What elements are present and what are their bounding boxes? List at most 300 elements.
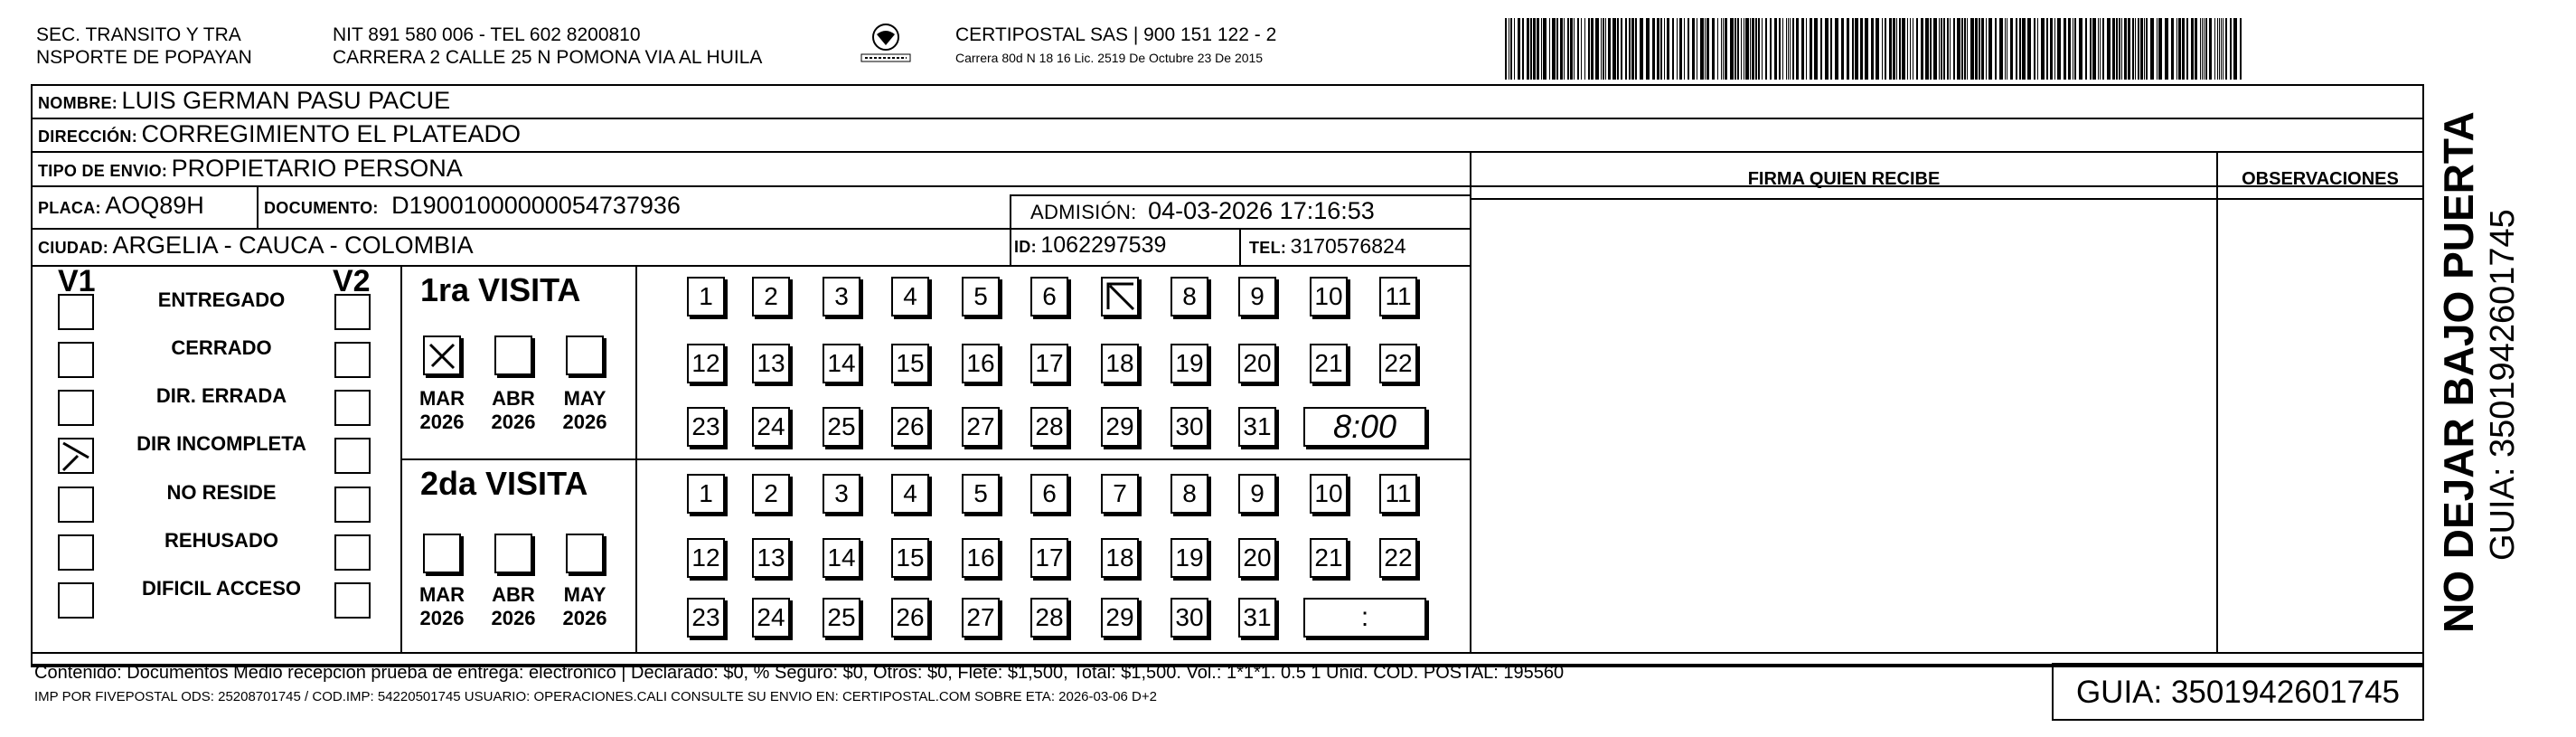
tipo-value: PROPIETARIO PERSONA <box>171 155 463 182</box>
barcode-bar <box>1679 18 1682 80</box>
admision-label: ADMISIÓN: <box>1030 201 1137 223</box>
day-box[interactable]: 4 <box>891 474 929 514</box>
v1-checkbox[interactable] <box>58 294 94 330</box>
barcode-bar <box>2144 18 2145 80</box>
barcode-bar <box>1737 18 1739 80</box>
barcode-bar <box>2016 18 2017 80</box>
month-label <box>558 387 612 434</box>
barcode-bar <box>1765 18 1767 80</box>
barcode-bar <box>1852 18 1854 80</box>
barcode-bar <box>2068 18 2071 80</box>
nit-line-2: CARRERA 2 CALLE 25 N POMONA VIA AL HUILA <box>333 47 763 68</box>
barcode-bar <box>1612 18 1616 80</box>
ciudad-value: ARGELIA - CAUCA - COLOMBIA <box>112 231 474 259</box>
barcode-bar <box>1677 18 1678 80</box>
barcode-bar <box>2138 18 2139 80</box>
barcode-bar <box>1625 18 1627 80</box>
month-label <box>415 387 469 434</box>
barcode-bar <box>1916 18 1918 80</box>
nombre-value: LUIS GERMAN PASU PACUE <box>121 87 451 114</box>
day-box[interactable]: 26 <box>891 598 929 638</box>
ciudad-row <box>38 231 474 260</box>
day-box[interactable]: 2 <box>752 474 790 514</box>
barcode-bar <box>2046 18 2048 80</box>
day-box[interactable]: 14 <box>823 538 860 578</box>
barcode-bar <box>1921 18 1923 80</box>
day-box[interactable]: 10 <box>1310 277 1348 317</box>
barcode-bar <box>1556 18 1558 80</box>
barcode-bar <box>2116 18 2118 80</box>
barcode-bar <box>2034 18 2035 80</box>
day-box[interactable]: 21 <box>1310 538 1348 578</box>
barcode-bar <box>2150 18 2154 80</box>
barcode-bar <box>1629 18 1631 80</box>
barcode-bar <box>1527 18 1529 80</box>
month-checkbox[interactable] <box>423 534 461 573</box>
day-box[interactable]: 7 <box>1101 474 1139 514</box>
barcode-bar <box>1640 18 1643 80</box>
day-box[interactable]: 4 <box>891 277 929 317</box>
admision-value: 04-03-2026 17:16:53 <box>1148 197 1375 224</box>
v2-checkbox[interactable] <box>334 294 371 330</box>
certipostal-logo-icon <box>854 22 917 67</box>
barcode-bar <box>2057 18 2061 80</box>
barcode-bar <box>1788 18 1789 80</box>
v1-checkbox[interactable] <box>58 487 94 523</box>
v2-checkbox[interactable] <box>334 487 371 523</box>
day-box[interactable]: 30 <box>1170 598 1208 638</box>
day-box[interactable]: 18 <box>1101 538 1139 578</box>
day-box[interactable]: 15 <box>891 344 929 383</box>
month-year: 2026 <box>419 411 465 433</box>
guia-vertical: GUIA: 3501942601745 <box>2484 209 2522 561</box>
day-box[interactable]: 29 <box>1101 598 1139 638</box>
barcode-bar <box>1603 18 1604 80</box>
barcode-bar <box>2233 18 2237 80</box>
barcode-bar <box>1986 18 1987 80</box>
barcode-bar <box>1741 18 1742 80</box>
barcode-bar <box>2171 18 2174 80</box>
barcode-bar <box>1706 18 1709 80</box>
barcode-bar <box>2128 18 2130 80</box>
barcode-bar <box>1657 18 1659 80</box>
barcode-bar <box>1730 18 1734 80</box>
day-box[interactable]: 20 <box>1238 344 1276 383</box>
barcode-bar <box>1953 18 1955 80</box>
barcode-bar <box>1688 18 1689 80</box>
ciudad-label: CIUDAD: <box>38 239 109 257</box>
day-box[interactable]: 3 <box>823 277 860 317</box>
barcode-bar <box>1537 18 1539 80</box>
day-box[interactable]: 27 <box>962 598 1000 638</box>
visit-time-box[interactable]: 8:00 <box>1303 407 1426 447</box>
day-box[interactable]: 9 <box>1238 474 1276 514</box>
barcode-bar <box>2019 18 2021 80</box>
day-box[interactable]: 1 <box>687 277 725 317</box>
day-box[interactable]: 18 <box>1101 344 1139 383</box>
barcode-bar <box>2022 18 2026 80</box>
barcode-bar <box>1755 18 1757 80</box>
month-name: MAY <box>563 583 606 606</box>
barcode-bar <box>1902 18 1905 80</box>
id-label: ID: <box>1014 238 1037 256</box>
tel-row <box>1249 234 1406 259</box>
day-box[interactable]: 22 <box>1379 344 1417 383</box>
day-box[interactable]: 6 <box>1030 474 1068 514</box>
day-box[interactable] <box>1101 277 1139 317</box>
barcode-bar <box>1893 18 1895 80</box>
status-reason-label: DIR INCOMPLETA <box>136 432 306 455</box>
v1-checkbox[interactable] <box>58 582 94 619</box>
day-box[interactable]: 17 <box>1030 344 1068 383</box>
status-reason-label: CERRADO <box>171 336 272 359</box>
documento-value: D19001000000054737936 <box>391 192 681 219</box>
day-box[interactable]: 8 <box>1170 474 1208 514</box>
direccion-value: CORREGIMIENTO EL PLATEADO <box>141 120 522 147</box>
barcode-bar <box>1560 18 1563 80</box>
day-box[interactable]: 2 <box>752 277 790 317</box>
barcode-bar <box>1530 18 1532 80</box>
barcode-bar <box>2195 18 2197 80</box>
barcode-bar <box>1835 18 1838 80</box>
barcode-bar <box>1950 18 1951 80</box>
barcode-bar <box>1947 18 1949 80</box>
status-reason-label: DIFICIL ACCESO <box>141 577 301 600</box>
barcode-bar <box>1684 18 1685 80</box>
barcode-bar <box>1796 18 1799 80</box>
day-box[interactable]: 12 <box>687 538 725 578</box>
barcode-bar <box>2178 18 2181 80</box>
barcode-bar <box>1871 18 1874 80</box>
placa-label: PLACA: <box>38 199 101 217</box>
barcode-bar <box>1790 18 1791 80</box>
barcode-bar <box>1721 18 1722 80</box>
barcode-bar <box>1608 18 1611 80</box>
day-box[interactable]: 12 <box>687 344 725 383</box>
day-box[interactable]: 17 <box>1030 538 1068 578</box>
barcode-bar <box>2214 18 2215 80</box>
barcode-bar <box>1567 18 1569 80</box>
tel-label: TEL: <box>1249 239 1287 257</box>
day-box[interactable]: 10 <box>1310 474 1348 514</box>
barcode-bar <box>2037 18 2038 80</box>
barcode-bar <box>1522 18 1524 80</box>
month-year: 2026 <box>419 607 465 629</box>
v1-checkbox[interactable] <box>58 390 94 426</box>
barcode-bar <box>2010 18 2013 80</box>
barcode-bar <box>2119 18 2120 80</box>
barcode-bar <box>1667 18 1669 80</box>
sender-name <box>36 24 252 69</box>
day-box[interactable]: 28 <box>1030 598 1068 638</box>
barcode-bar <box>1700 18 1704 80</box>
barcode-bar <box>1510 18 1512 80</box>
day-box[interactable]: 9 <box>1238 277 1276 317</box>
barcode-bar <box>1876 18 1879 80</box>
barcode-bar <box>1925 18 1929 80</box>
day-box[interactable]: 14 <box>823 344 860 383</box>
observaciones-header: OBSERVACIONES <box>2242 169 2399 189</box>
barcode-bar <box>2146 18 2148 80</box>
day-box[interactable]: 5 <box>962 277 1000 317</box>
placa-row <box>38 192 204 220</box>
barcode-bar <box>1564 18 1565 80</box>
day-box[interactable]: 13 <box>752 344 790 383</box>
month-checkbox[interactable] <box>423 335 461 375</box>
month-label <box>486 583 541 630</box>
day-box[interactable]: 19 <box>1170 538 1208 578</box>
barcode-bar <box>1750 18 1751 80</box>
barcode-bar <box>2165 18 2168 80</box>
barcode-bar <box>2200 18 2201 80</box>
month-year: 2026 <box>562 411 607 433</box>
barcode-bar <box>2157 18 2158 80</box>
firma-header: FIRMA QUIEN RECIBE <box>1747 169 1941 189</box>
barcode-bar <box>2085 18 2087 80</box>
barcode-bar <box>1865 18 1868 80</box>
barcode-bar <box>1725 18 1727 80</box>
month-year: 2026 <box>491 607 536 629</box>
barcode-bar <box>1752 18 1754 80</box>
day-box[interactable]: 13 <box>752 538 790 578</box>
barcode-bar <box>1543 18 1547 80</box>
day-box[interactable]: 29 <box>1101 407 1139 447</box>
tel-value: 3170576824 <box>1290 234 1406 258</box>
barcode-bar <box>1899 18 1901 80</box>
day-box[interactable]: 24 <box>752 598 790 638</box>
day-box[interactable]: 31 <box>1238 407 1276 447</box>
barcode-bar <box>1712 18 1715 80</box>
tipo-row <box>38 155 463 183</box>
barcode-bar <box>2221 18 2222 80</box>
day-box[interactable]: 23 <box>687 407 725 447</box>
barcode-bar <box>2186 18 2188 80</box>
contenido-text: Contenido: Documentos Medio recepción prueba de entrega: electrónico | Declarado: $0, % Seguro: $0, Otros: $0, Flete: $1,500, Total: $1,500. Vol.: 1*1*1. 0.5 1 Unid. COD. POSTAL: 195560 <box>34 663 1565 683</box>
barcode-bar <box>1762 18 1763 80</box>
v1-label: V1 <box>58 264 96 298</box>
barcode-bar <box>1664 18 1665 80</box>
day-box[interactable]: 20 <box>1238 538 1276 578</box>
barcode-bar <box>2225 18 2227 80</box>
day-box[interactable]: 25 <box>823 407 860 447</box>
imp-text: IMP POR FIVEPOSTAL ODS: 25208701745 / COD.IMP: 54220501745 USUARIO: OPERACIONES.CALI CONSULTE SU ENVIO EN: CERTIPOSTAL.COM SOBRE ETA: 2026-03-06 D+2 <box>34 689 1157 704</box>
v2-checkbox[interactable] <box>334 342 371 378</box>
day-box[interactable]: 11 <box>1379 474 1417 514</box>
barcode-bar <box>1967 18 1968 80</box>
barcode-bar <box>1810 18 1812 80</box>
v2-label: V2 <box>333 264 371 298</box>
day-box[interactable]: 30 <box>1170 407 1208 447</box>
barcode-bar <box>1605 18 1606 80</box>
barcode-bar <box>2217 18 2218 80</box>
barcode-bar <box>1514 18 1515 80</box>
barcode-bar <box>2107 18 2111 80</box>
barcode-bar <box>2182 18 2185 80</box>
barcode-bar <box>2176 18 2177 80</box>
barcode-bar <box>1518 18 1520 80</box>
barcode-bar <box>2205 18 2207 80</box>
barcode-bar <box>1941 18 1942 80</box>
v1-checkbox[interactable] <box>58 342 94 378</box>
barcode-bar <box>2230 18 2232 80</box>
barcode-bar <box>2074 18 2076 80</box>
barcode-bar <box>2079 18 2082 80</box>
month-name: ABR <box>492 387 535 410</box>
barcode-bar <box>1910 18 1911 80</box>
barcode-bar <box>1705 18 1706 80</box>
barcode-bar <box>1999 18 2003 80</box>
direccion-row <box>38 120 521 148</box>
month-label <box>558 583 612 630</box>
barcode-bar <box>1505 18 1507 80</box>
visit-time-box[interactable]: : <box>1303 598 1426 638</box>
month-name: ABR <box>492 583 535 606</box>
day-box[interactable]: 3 <box>823 474 860 514</box>
barcode-bar <box>1617 18 1619 80</box>
barcode-bar <box>2027 18 2031 80</box>
barcode-bar <box>1774 18 1777 80</box>
documento-row <box>264 192 681 220</box>
day-box[interactable]: 31 <box>1238 598 1276 638</box>
barcode-bar <box>1975 18 1978 80</box>
barcode-bar <box>2202 18 2203 80</box>
barcode-bar <box>1549 18 1550 80</box>
month-label <box>486 387 541 434</box>
barcode-bar <box>1860 18 1863 80</box>
month-checkbox[interactable] <box>494 335 532 375</box>
day-box[interactable]: 16 <box>962 344 1000 383</box>
status-reason-label: REHUSADO <box>165 529 278 552</box>
barcode-bar <box>1961 18 1963 80</box>
courier-line-1: CERTIPOSTAL SAS | 900 151 122 - 2 <box>955 24 1277 45</box>
day-box[interactable]: 27 <box>962 407 1000 447</box>
barcode-bar <box>1792 18 1794 80</box>
barcode-bar <box>1820 18 1822 80</box>
barcode-bar <box>1814 18 1818 80</box>
barcode-bar <box>2050 18 2053 80</box>
barcode-bar <box>2041 18 2045 80</box>
visit-title: 2da VISITA <box>420 465 588 502</box>
barcode-bar <box>2140 18 2143 80</box>
v1-checkbox[interactable] <box>58 534 94 571</box>
barcode-bar <box>1570 18 1573 80</box>
month-year: 2026 <box>562 607 607 629</box>
barcode-bar <box>1801 18 1804 80</box>
day-box[interactable]: 5 <box>962 474 1000 514</box>
tipo-label: TIPO DE ENVIO: <box>38 162 168 180</box>
month-year: 2026 <box>491 411 536 433</box>
day-box[interactable]: 1 <box>687 474 725 514</box>
barcode-bar <box>2240 18 2242 80</box>
month-label <box>415 583 469 630</box>
day-box[interactable]: 24 <box>752 407 790 447</box>
status-reason-label: NO RESIDE <box>166 481 277 504</box>
sender-address <box>333 24 762 69</box>
day-box[interactable]: 16 <box>962 538 1000 578</box>
day-box[interactable]: 19 <box>1170 344 1208 383</box>
barcode-bar <box>1533 18 1536 80</box>
month-name: MAR <box>418 583 465 606</box>
barcode-bar <box>1933 18 1937 80</box>
sender-line-1: SEC. TRANSITO Y TRA <box>36 24 241 45</box>
barcode-bar <box>1595 18 1599 80</box>
nombre-label: NOMBRE: <box>38 94 118 112</box>
barcode-bar <box>2135 18 2136 80</box>
barcode-bar <box>1552 18 1556 80</box>
barcode-bar <box>2092 18 2096 80</box>
warning-vertical: NO DEJAR BAJO PUERTA <box>2435 111 2482 633</box>
v2-checkbox[interactable] <box>334 582 371 619</box>
barcode-bar <box>1981 18 1984 80</box>
barcode-icon <box>1505 18 2246 80</box>
nit-line-1: NIT 891 580 006 - TEL 602 8200810 <box>333 24 641 45</box>
direccion-label: DIRECCIÓN: <box>38 128 137 146</box>
barcode-bar <box>1601 18 1602 80</box>
barcode-bar <box>1907 18 1908 80</box>
barcode-bar <box>1646 18 1650 80</box>
barcode-bar <box>1830 18 1832 80</box>
day-box[interactable]: 15 <box>891 538 929 578</box>
v2-checkbox[interactable] <box>334 438 371 474</box>
barcode-bar <box>1939 18 1940 80</box>
day-box[interactable]: 22 <box>1379 538 1417 578</box>
month-name: MAR <box>418 387 465 410</box>
barcode-bar <box>1930 18 1932 80</box>
barcode-bar <box>1758 18 1760 80</box>
barcode-bar <box>1635 18 1637 80</box>
v2-checkbox[interactable] <box>334 534 371 571</box>
day-box[interactable]: 28 <box>1030 407 1068 447</box>
month-name: MAY <box>563 387 606 410</box>
day-box[interactable]: 26 <box>891 407 929 447</box>
barcode-bar <box>2064 18 2066 80</box>
day-box[interactable]: 11 <box>1379 277 1417 317</box>
barcode-bar <box>1841 18 1844 80</box>
barcode-bar <box>2005 18 2006 80</box>
month-checkbox[interactable] <box>566 534 604 573</box>
barcode-bar <box>1631 18 1634 80</box>
barcode-bar <box>1988 18 1992 80</box>
day-box[interactable]: 23 <box>687 598 725 638</box>
barcode-bar <box>2102 18 2104 80</box>
status-reason-label: ENTREGADO <box>157 288 286 311</box>
day-box[interactable]: 21 <box>1310 344 1348 383</box>
day-box[interactable]: 8 <box>1170 277 1208 317</box>
barcode-bar <box>1957 18 1960 80</box>
month-checkbox[interactable] <box>566 335 604 375</box>
barcode-bar <box>1745 18 1749 80</box>
barcode-bar <box>2090 18 2092 80</box>
barcode-bar <box>2204 18 2205 80</box>
barcode-bar <box>1855 18 1858 80</box>
id-value: 1062297539 <box>1040 232 1167 258</box>
day-box[interactable]: 25 <box>823 598 860 638</box>
courier-info <box>955 24 1276 66</box>
barcode-bar <box>1591 18 1594 80</box>
status-reason-label: DIR. ERRADA <box>155 384 287 407</box>
nombre-row <box>38 87 450 115</box>
month-checkbox[interactable] <box>494 534 532 573</box>
barcode-bar <box>2098 18 2099 80</box>
v1-checkbox[interactable] <box>58 438 94 474</box>
barcode-bar <box>1825 18 1829 80</box>
barcode-bar <box>1672 18 1674 80</box>
barcode-bar <box>1692 18 1695 80</box>
v2-checkbox[interactable] <box>334 390 371 426</box>
day-box[interactable]: 6 <box>1030 277 1068 317</box>
barcode-bar <box>2124 18 2127 80</box>
barcode-bar <box>1964 18 1966 80</box>
